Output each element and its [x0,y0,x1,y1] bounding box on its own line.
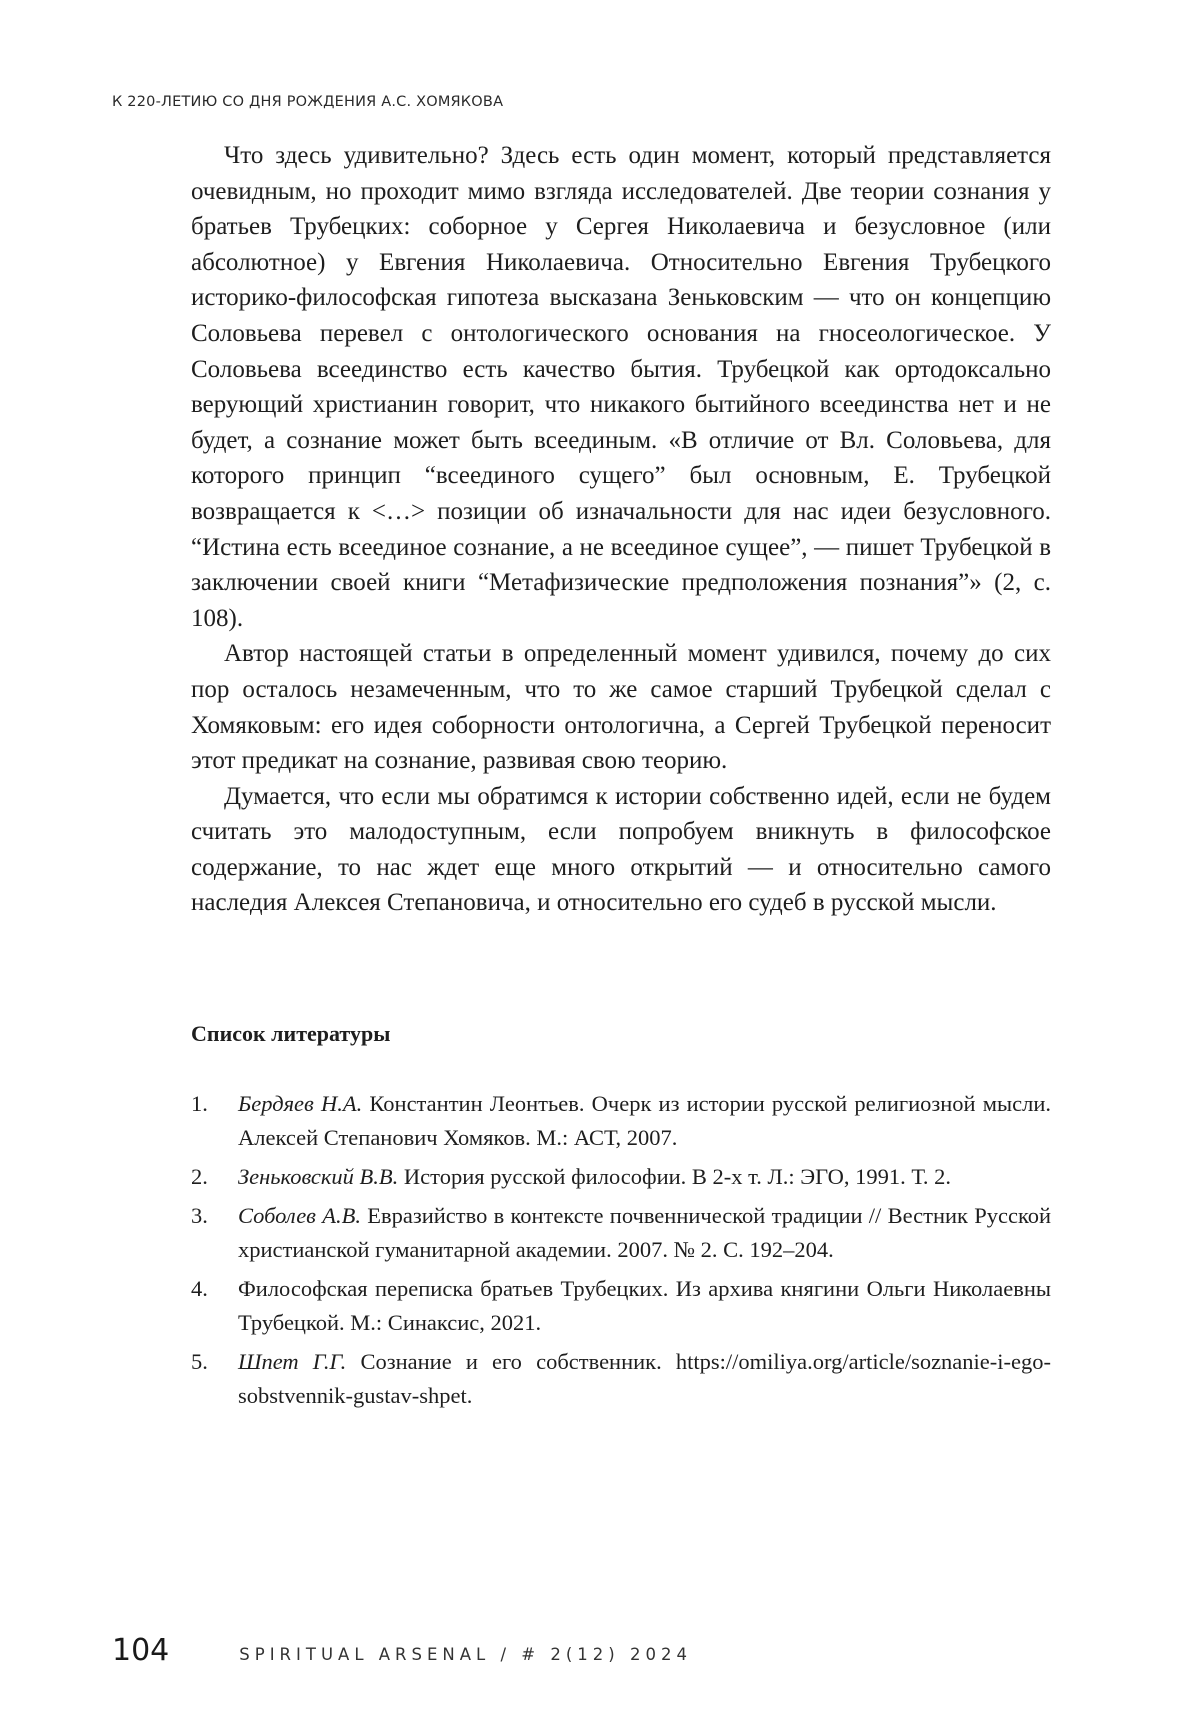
reference-author: Зеньковский В.В. [238,1164,399,1189]
reference-author: Шпет Г.Г. [238,1349,347,1374]
reference-text: Константин Леонтьев. Очерк из истории русской религиозной мысли. Алексей Степанович Хомяков. М.: АСТ, 2007. [238,1091,1051,1150]
reference-entry [238,1345,1051,1413]
reference-text: Философская переписка братьев Трубецких. Из архива княгини Ольги Николаевны Трубецкой. М.: Синаксис, 2021. [238,1276,1051,1335]
reference-item [191,1272,1051,1340]
reference-text: История русской философии. В 2-х т. Л.: ЭГО, 1991. Т. 2. [403,1164,951,1189]
reference-entry [238,1087,1051,1155]
reference-number: 2. [191,1164,208,1189]
reference-number: 5. [191,1349,208,1374]
reference-entry [238,1199,1051,1267]
reference-item [191,1199,1051,1267]
reference-author: Бердяев Н.А. [238,1091,363,1116]
reference-entry [238,1272,1051,1340]
reference-item [191,1087,1051,1155]
reference-number: 1. [191,1091,208,1116]
running-header: К 220-ЛЕТИЮ СО ДНЯ РОЖДЕНИЯ А.С. ХОМЯКОВА [112,94,504,110]
reference-text: Евразийство в контексте почвеннической традиции // Вестник Русской христианской гуманитарной академии. 2007. № 2. С. 192–204. [238,1203,1052,1262]
reference-number: 3. [191,1203,208,1228]
reference-entry [238,1160,1051,1194]
reference-item [191,1160,1051,1194]
reference-text: Сознание и его собственник. https://omiliya.org/article/soznanie-i-ego-sobstvennik-gustav-shpet. [238,1349,1051,1408]
paragraph: Что здесь удивительно? Здесь есть один момент, который представляется очевидным, но проходит мимо взгляда исследователей. Две теории сознания у братьев Трубецких: соборное у Сергея Николаевича и безусловное (или абсолютное) у Евгения Николаевича. Относительно Евгения Трубецкого историко-философская гипотеза высказана Зеньковским — что он концепцию Соловьева перевел с онтологического основания на гносеологическое. У Соловьева всеединство есть качество бытия. Трубецкой как ортодоксально верующий христианин говорит, что никакого бытийного всеединства нет и не будет, а сознание может быть всеединым. «В отличие от Вл. Соловьева, для которого принцип “всеединого сущего” был основным, Е. Трубецкой возвращается к <…> позиции об изначальности для нас идеи безусловного. “Истина есть всеединое сознание, а не всеединое сущее”, — пишет Трубецкой в заключении своей книги “Метафизические предположения познания”» (2, с. 108). [191,142,1051,632]
journal-name: SPIRITUAL ARSENAL / # 2(12) 2024 [239,1645,692,1664]
references-heading: Список литературы [191,1021,391,1046]
paragraph: Автор настоящей статьи в определенный момент удивился, почему до сих пор осталось незамеченным, что то же самое старший Трубецкой сделал с Хомяковым: его идея соборности онтологична, а Сергей Трубецкой переносит этот предикат на сознание, развивая свою теорию. [191,640,1051,775]
reference-number: 4. [191,1276,208,1301]
reference-author: Соболев А.В. [238,1203,361,1228]
page-footer [112,1633,692,1668]
reference-item [191,1345,1051,1413]
article-body [191,138,1051,921]
paragraph: Думается, что если мы обратимся к истории собственно идей, если не будем считать это малодоступным, если попробуем вникнуть в философское содержание, то нас ждет еще много открытий — и относительно самого наследия Алексея Степановича, и относительно его судеб в русской мысли. [191,782,1051,917]
page-number: 104 [112,1633,170,1668]
references-list [191,1087,1051,1418]
